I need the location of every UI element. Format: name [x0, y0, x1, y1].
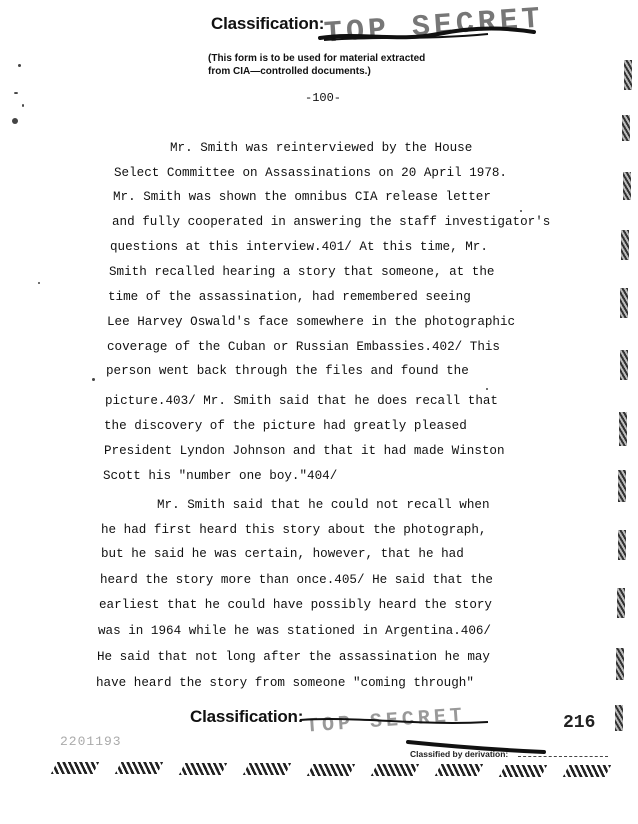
scan-speck: [520, 210, 522, 212]
footer-classification-label: Classification:: [190, 707, 304, 726]
hatch-mark: [499, 765, 547, 777]
edge-scan-mark: [621, 230, 629, 260]
body-line: have heard the story from someone "coming through": [96, 676, 474, 690]
hatched-border: [48, 756, 628, 786]
body-line: person went back through the files and found the: [106, 364, 469, 378]
hatch-mark: [435, 764, 483, 776]
edge-scan-mark: [615, 705, 623, 731]
edge-scan-mark: [618, 530, 626, 560]
edge-scan-mark: [620, 288, 628, 318]
hatch-mark: [371, 764, 419, 776]
body-line: Lee Harvey Oswald's face somewhere in the photographic: [107, 315, 516, 329]
edge-scan-mark: [623, 172, 631, 200]
body-line: and fully cooperated in answering the staff investigator's: [112, 215, 551, 229]
form-note-line: from CIA—controlled documents.): [208, 66, 371, 77]
scan-speck: [14, 92, 18, 94]
body-line: he had first heard this story about the photograph,: [101, 523, 487, 537]
derivation-label: Classified by derivation:: [410, 749, 509, 759]
hatch-mark: [307, 764, 355, 776]
scan-speck: [92, 378, 95, 381]
hatch-mark: [243, 763, 291, 775]
page-number: -100-: [305, 91, 342, 105]
footer-classification-stamp: TOP SECRET: [305, 704, 467, 739]
header-classification-stamp: TOP SECRET: [323, 2, 545, 52]
body-line: the discovery of the picture had greatly pleased: [104, 419, 467, 433]
header-classification-label: Classification:: [211, 14, 325, 33]
edge-scan-mark: [616, 648, 624, 680]
body-line: but he said he was certain, however, that he had: [101, 547, 464, 561]
hatch-mark: [179, 763, 227, 775]
body-line: heard the story more than once.405/ He said that the: [100, 573, 493, 587]
handwritten-page-number: 216: [563, 713, 596, 733]
scan-speck: [486, 388, 488, 390]
hatch-mark: [563, 765, 611, 777]
edge-scan-mark: [622, 115, 630, 141]
scan-speck: [38, 282, 40, 284]
form-note-line: (This form is to be used for material extracted: [208, 53, 426, 64]
body-line: Scott his "number one boy."404/: [103, 469, 338, 483]
body-line: earliest that he could have possibly heard the story: [99, 598, 492, 612]
hatch-mark: [115, 762, 163, 774]
body-line: picture.403/ Mr. Smith said that he does recall that: [105, 394, 498, 408]
body-line: Mr. Smith said that he could not recall when: [157, 498, 490, 512]
edge-scan-mark: [618, 470, 626, 502]
body-line: Smith recalled hearing a story that someone, at the: [109, 265, 495, 279]
edge-scan-mark: [620, 350, 628, 380]
scan-speck: [12, 118, 18, 124]
body-line: Mr. Smith was reinterviewed by the House: [170, 141, 473, 155]
body-line: President Lyndon Johnson and that it had made Winston: [104, 444, 505, 458]
body-line: Mr. Smith was shown the omnibus CIA release letter: [113, 190, 491, 204]
header-redaction-scribble: [318, 18, 538, 44]
body-line: Select Committee on Assassinations on 20 April 1978.: [114, 166, 507, 180]
body-line: questions at this interview.401/ At this time, Mr.: [110, 240, 488, 254]
hatch-mark: [51, 762, 99, 774]
body-line: time of the assassination, had remembered seeing: [108, 290, 471, 304]
edge-scan-mark: [619, 412, 627, 446]
scan-speck: [22, 104, 24, 107]
form-note: [208, 52, 508, 78]
edge-scan-mark: [617, 588, 625, 618]
smudged-document-number: 2201193: [60, 734, 122, 749]
edge-scan-mark: [624, 60, 632, 90]
body-line: He said that not long after the assassination he may: [97, 650, 490, 664]
body-line: was in 1964 while he was stationed in Argentina.406/: [98, 624, 491, 638]
scan-speck: [18, 64, 21, 67]
body-line: coverage of the Cuban or Russian Embassies.402/ This: [107, 340, 500, 354]
